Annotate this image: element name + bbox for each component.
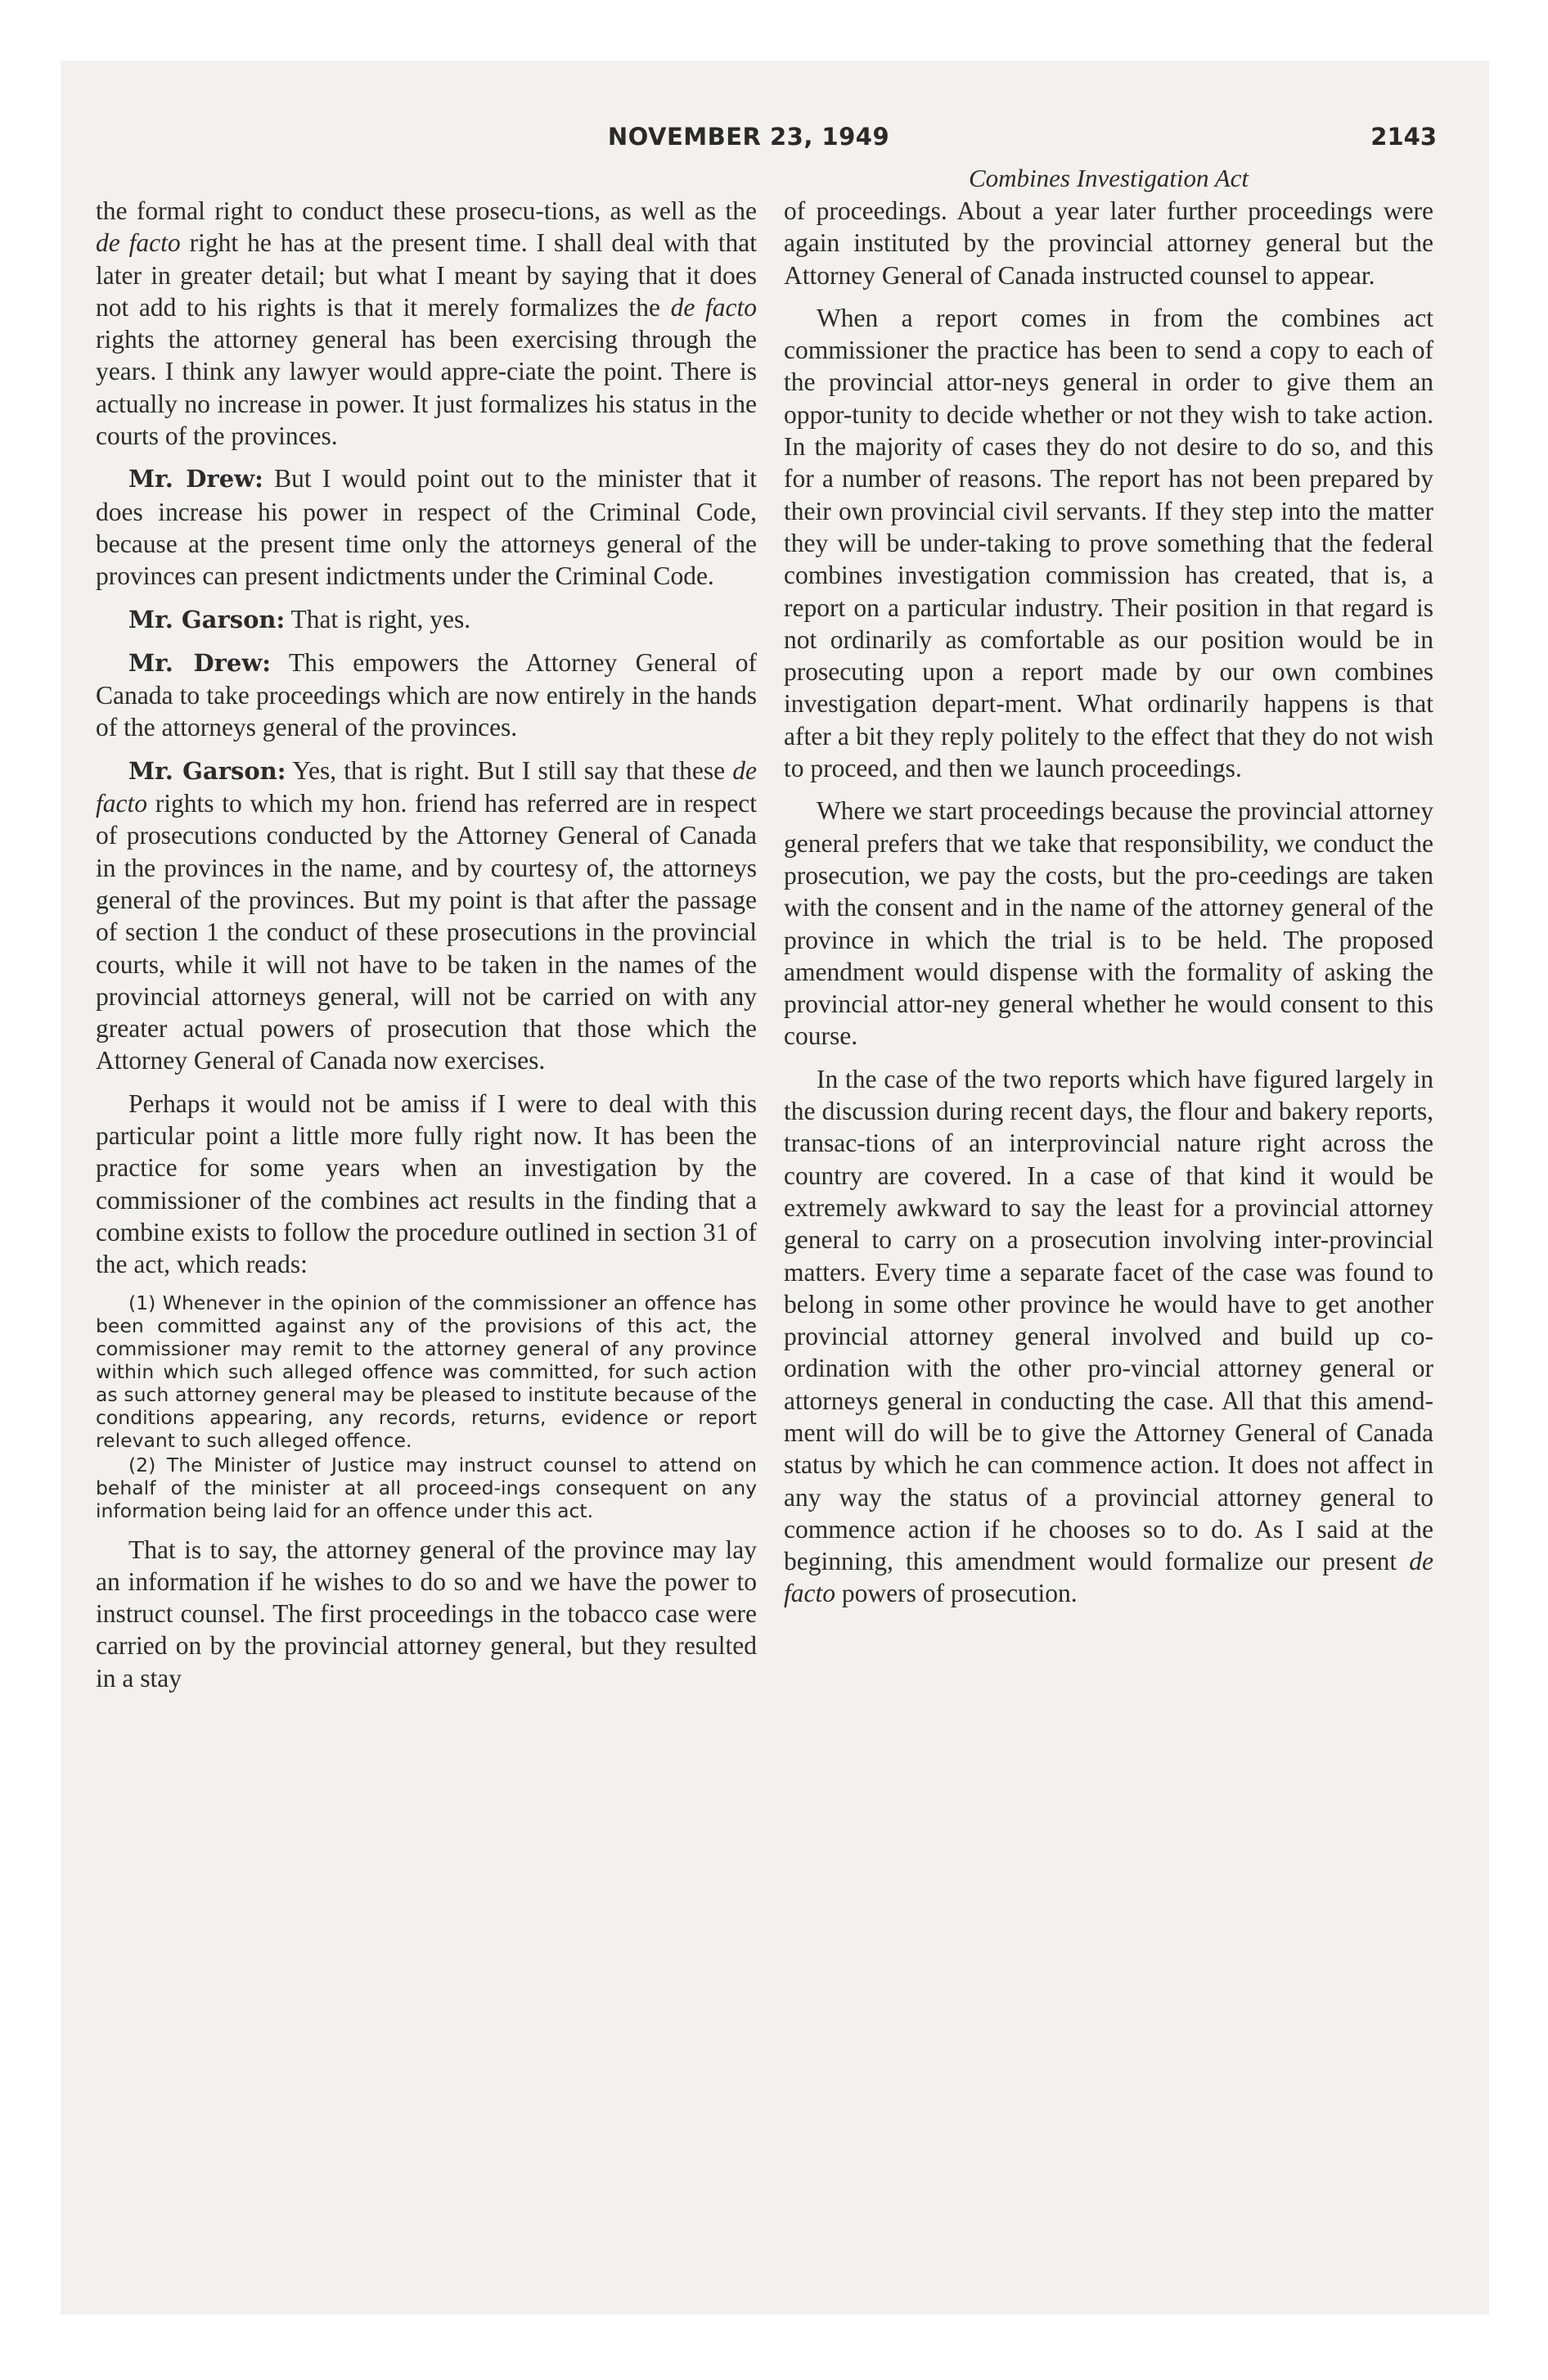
paragraph-text: Yes, that is right. But I still say that these <box>286 755 733 785</box>
paragraph-text: the formal right to conduct these prosecu-tions, as well as the <box>96 196 757 225</box>
paragraph: Where we start proceedings because the provincial attorney general prefers that we take that responsibility, we conduct the prosecution, we pay the costs, but the pro-ceedings are taken with the consent and in the name of the attorney general of the province in which the trial is to be held. The proposed amendment would dispense with the formality of asking the provincial attor-ney general whether he would consent to this course. <box>784 796 1433 1051</box>
paragraph <box>96 195 757 452</box>
quote-subsection: (2) The Minister of Justice may instruct counsel to attend on behalf of the minister at all proceed-ings consequent on any information being laid for an offence under this act. <box>96 1453 757 1522</box>
speaker-name: Mr. Garson: <box>128 605 286 633</box>
italic-term: de facto <box>670 292 757 322</box>
running-head: Combines Investigation Act <box>968 164 1249 192</box>
paragraph-text: rights the attorney general has been exercising through the years. I think any lawyer would appre-ciate the point. There is actually no increase in power. It just formalizes his status in the courts of the provinces. <box>96 325 757 451</box>
paragraph-text: But I would point out to the minister that it does increase his power in respect of the Criminal Code, because at the present time only the attorneys general of the provinces can present indictments under the Criminal Code. <box>96 464 757 591</box>
speaker-name: Mr. Drew: <box>128 465 263 494</box>
page-header <box>61 123 1437 156</box>
paragraph-text: rights to which my hon. friend has referred are in respect of prosecutions conducted by the Attorney General of Canada in the provinces in the name, and by courtesy of, the attorneys general of the provinces. But my point is that after the passage of section 1 the conduct of these prosecutions in the provincial courts, while it will not have to be taken in the names of the provincial attorneys general, will not be carried on with any greater actual powers of prosecution that those which the Attorney General of Canada now exercises. <box>96 789 757 1075</box>
paragraph: Perhaps it would not be amiss if I were to deal with this particular point a little more fully right now. It has been the practice for some years when an investigation by the commissioner of the combines act results in the finding that a combine exists to follow the procedure outlined in section 31 of the act, which reads: <box>96 1089 757 1279</box>
paragraph: When a report comes in from the combines act commissioner the practice has been to send a copy to each of the provincial attor-neys general in order to give them an oppor-tunity to decide whether or not they wish to take action. In the majority of cases they do not desire to do so, and this for a number of reasons. The report has not been prepared by their own provincial civil servants. If they step into the matter they will be under-taking to prove something that the federal combines investigation commission has created, that is, a report on a particular industry. Their position in that regard is not ordinarily as comfortable as our position would be in prosecuting upon a report made by our own combines investigation depart-ment. What ordinarily happens is that after a bit they reply politely to the effect that they do not wish to proceed, and then we launch proceedings. <box>784 303 1433 783</box>
left-column <box>96 195 757 1705</box>
paragraph <box>784 1063 1433 1610</box>
page-number: 2143 <box>1370 123 1437 151</box>
italic-term: de facto <box>96 228 181 258</box>
statute-quote <box>96 1291 757 1522</box>
paragraph: of proceedings. About a year later further proceedings were again instituted by the provincial attorney general but the Attorney General of Canada instructed counsel to appear. <box>784 196 1433 290</box>
speaker-name: Mr. Drew: <box>128 648 271 677</box>
paragraph-text: right he has at the present time. I shall deal with that later in greater detail; but what I meant by saying that it does not add to his rights is that it merely formalizes the <box>96 228 758 322</box>
italic-term: de facto <box>784 1547 1433 1608</box>
paragraph <box>96 647 757 744</box>
paragraph-text: That is right, yes. <box>285 604 471 633</box>
paragraph-text: In the case of the two reports which have figured largely in the discussion during recent days, the flour and bakery reports, transac-tions of an interprovincial nature right across the country are covered. In a case of that kind it would be extremely awkward to say the least for a provincial attorney general to carry on a prosecution involving inter-provincial matters. Every time a separate facet of the case was found to belong in some other province he would have to get another provincial attorney general involved and build up co-ordination with the other pro-vincial attorney general or attorneys general in conducting the case. All that this amend-ment will do will be to give the Attorney General of Canada status by which he can commence action. It does not affect in any way the status of a provincial attorney general to commence action if he chooses so to do. As I said at the beginning, this amendment would formalize our present <box>784 1064 1433 1576</box>
paragraph <box>96 755 757 1077</box>
right-column <box>784 195 1433 1620</box>
paragraph-text: powers of prosecution. <box>835 1579 1078 1608</box>
italic-term: de facto <box>96 755 757 818</box>
paragraph-text: This empowers the Attorney General of Canada to take proceedings which are now entirely in the hands of the attorneys general of the provinces. <box>96 647 757 742</box>
header-date: NOVEMBER 23, 1949 <box>607 123 890 151</box>
paragraph <box>96 462 757 592</box>
speaker-name: Mr. Garson: <box>128 756 286 785</box>
quote-subsection: (1) Whenever in the opinion of the commissioner an offence has been committed against any of the provisions of this act, the commissioner may remit to the attorney general of any province within which such alleged offence was committed, for such action as such attorney general may be pleased to institute because of the conditions appearing, any records, returns, evidence or report relevant to such alleged offence. <box>96 1291 757 1452</box>
paragraph <box>96 603 757 636</box>
paragraph: That is to say, the attorney general of the province may lay an information if he wishes to do so and we have the power to instruct counsel. The first proceedings in the tobacco case were carried on by the provincial attorney general, but they resulted in a stay <box>96 1535 757 1693</box>
